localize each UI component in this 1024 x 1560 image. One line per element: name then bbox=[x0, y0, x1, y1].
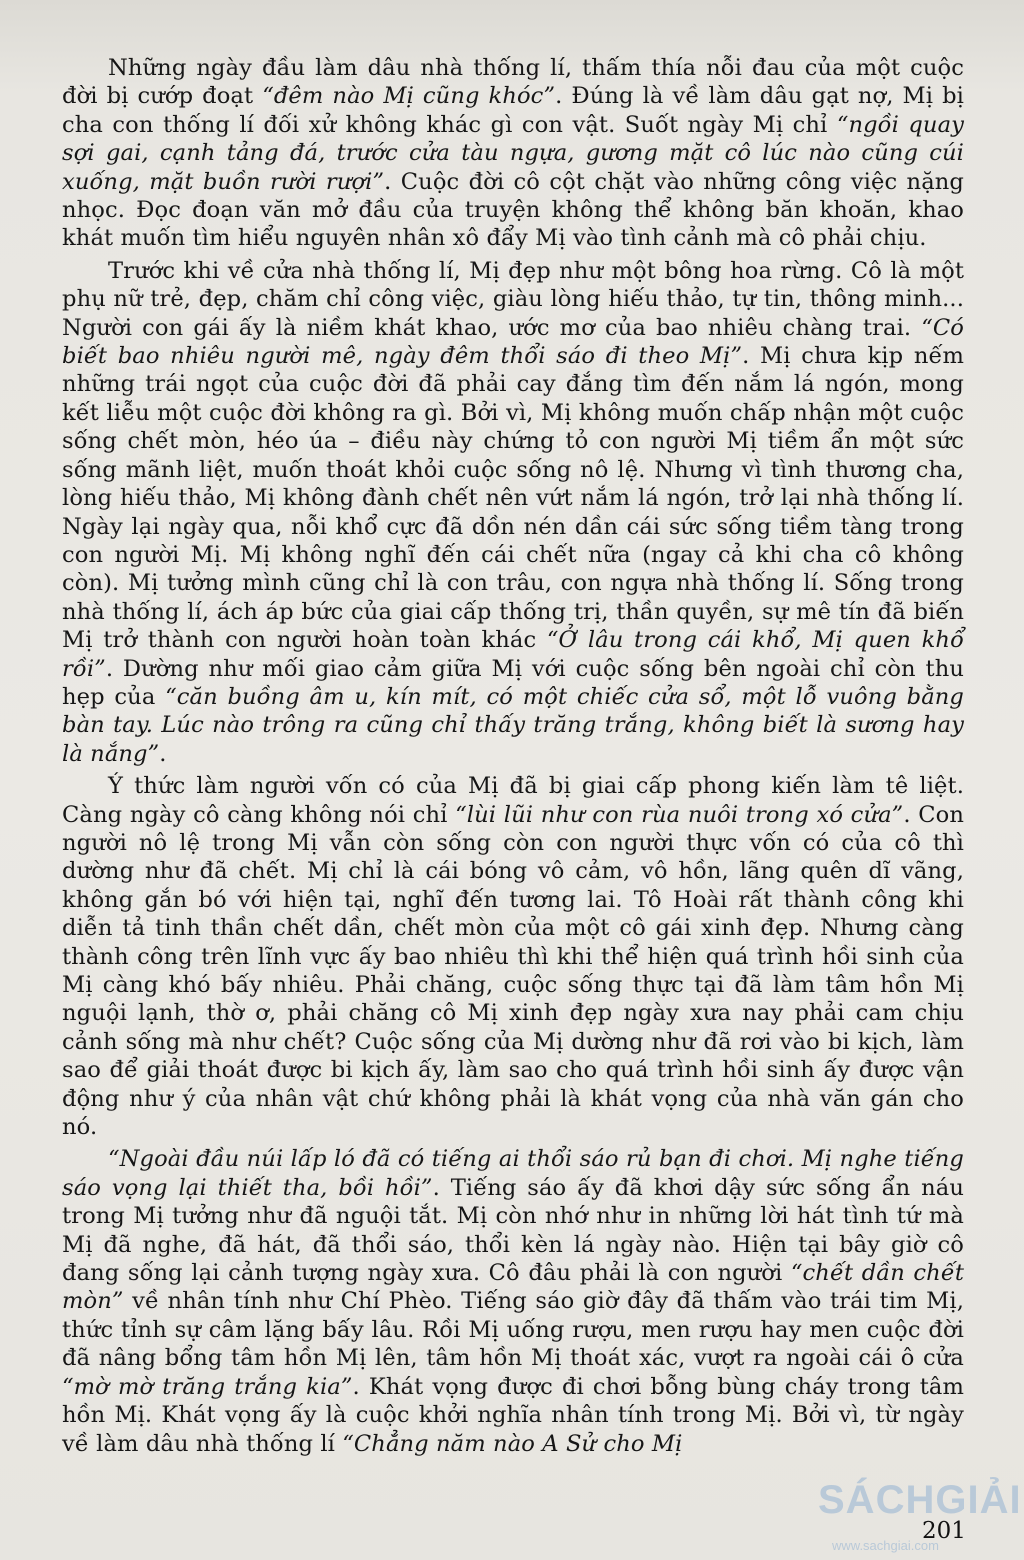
body-text bbox=[62, 54, 964, 1458]
text-run: Những ngày đầu làm dâu nhà thống lí, thấm thía nỗi đau của một cuộc đời bị cướp đoạt bbox=[62, 55, 964, 110]
text-run: . Dường như mối giao cảm giữa Mị với cuộc sống bên ngoài chỉ còn thu hẹp của bbox=[62, 655, 964, 710]
watermark-logo: SÁCHGIẢI bbox=[818, 1478, 1022, 1522]
text-run: . Đúng là về làm dâu gạt nợ, Mị bị cha con thống lí đối xử không khác gì con vật. Suốt ngày Mị chỉ bbox=[62, 83, 964, 138]
quoted-text: “ngồi quay sợi gai, cạnh tảng đá, trước cửa tàu ngựa, gương mặt cô lúc nào cũng cúi xuống, mặt buồn rười rượi” bbox=[62, 111, 965, 195]
page-number: 201 bbox=[922, 1518, 966, 1544]
quoted-text: “Chẳng năm nào A Sử cho Mị bbox=[342, 1430, 683, 1457]
text-run: về nhân tính như Chí Phèo. Tiếng sáo giờ đây đã thấm vào trái tim Mị, thức tỉnh sự câm lặng bấy lâu. Rồi Mị uống rượu, men rượu hay men cuộc đời đã nâng bổng tâm hồn Mị lên, tâm hồn Mị thoát xác, vượt ra ngoài cái ô cửa bbox=[62, 1288, 964, 1372]
quoted-text: “Ở lâu trong cái khổ, Mị quen khổ rồi” bbox=[62, 627, 964, 682]
text-run: . Con người nô lệ trong Mị vẫn còn sống còn con người thực vốn có của cô thì dường như đã chết. Mị chỉ là cái bóng vô cảm, vô hồn, lãng quên dĩ vãng, không gắn bó với hiện tại, nghĩ đến tương lai. Tô Hoài rất thành công khi diễn tả tinh thần chết dần, chết mòn của một cô gái xinh đẹp. Nhưng càng thành công trên lĩnh vực ấy bao nhiêu thì khi thể hiện quá trình hồi sinh của Mị càng khó bấy nhiêu. Phải chăng, cuộc sống thực tại đã làm tâm hồn Mị nguội lạnh, thờ ơ, phải chăng cô Mị xinh đẹp ngày xưa nay phải cam chịu cảnh sống mà như chết? Cuộc sống của Mị dường như đã rơi vào bi kịch, làm sao để giải thoát được bi kịch ấy, làm sao cho quá trình hồi sinh ấy được vận động như ý của nhân vật chứ không phải là khát vọng của nhà văn gán cho nó. bbox=[62, 801, 964, 1141]
text-run: . bbox=[159, 740, 167, 767]
text-run: Trước khi về cửa nhà thống lí, Mị đẹp như một bông hoa rừng. Cô là một phụ nữ trẻ, đẹp, chăm chỉ công việc, giàu lòng hiếu thảo, tự tin, thông minh... Người con gái ấy là niềm khát khao, ước mơ của bao nhiêu chàng trai. bbox=[62, 257, 964, 341]
quoted-text: “lùi lũi như con rùa nuôi trong xó cửa” bbox=[455, 801, 904, 828]
paragraph bbox=[62, 1145, 964, 1457]
quoted-text: “Có biết bao nhiêu người mê, ngày đêm thổi sáo đi theo Mị” bbox=[62, 314, 964, 370]
quoted-text: “chết dần chết mòn” bbox=[62, 1260, 965, 1315]
text-run: . Tiếng sáo ấy đã khơi dậy sức sống ẩn náu trong Mị tưởng như đã nguội tắt. Mị còn nhớ như in những lời hát tình tứ mà Mị đã nghe, đã hát, đã thổi sáo, thổi kèn lá ngày nào. Hiện tại bây giờ cô đang sống lại cảnh tượng ngày xưa. Cô đâu phải là con người bbox=[62, 1174, 965, 1287]
text-run: . Mị chưa kịp nếm những trái ngọt của cuộc đời đã phải cay đắng tìm đến nắm lá ngón, mong kết liễu một cuộc đời không ra gì. Bởi vì, Mị không muốn chấp nhận một cuộc sống chết mòn, héo úa – điều này chứng tỏ con người Mị tiềm ẩn một sức sống mãnh liệt, muốn thoát khỏi cuộc sống nô lệ. Nhưng vì tình thương cha, lòng hiếu thảo, Mị không đành chết nên vứt nắm lá ngón, trở lại nhà thống lí. Ngày lại ngày qua, nỗi khổ cực đã dồn nén dần cái sức sống tiềm tàng trong con người Mị. Mị không nghĩ đến cái chết nữa (ngay cả khi cha cô không còn). Mị tưởng mình cũng chỉ là con trâu, con ngựa nhà thống lí. Sống trong nhà thống lí, ách áp bức của giai cấp thống trị, thần quyền, sự mê tín đã biến Mị trở thành con người hoàn toàn khác bbox=[62, 343, 964, 654]
watermark-url: www.sachgiai.com bbox=[832, 1538, 939, 1553]
quoted-text: “căn buồng âm u, kín mít, có một chiếc cửa sổ, một lỗ vuông bằng bàn tay. Lúc nào trông ra cũng chỉ thấy trăng trắng, không biết là sương hay là nắng” bbox=[62, 683, 964, 767]
quoted-text: “mờ mờ trăng trắng kia” bbox=[62, 1373, 353, 1400]
quoted-text: “đêm nào Mị cũng khóc” bbox=[262, 83, 556, 110]
text-run: . Cuộc đời cô cột chặt vào những công việc nặng nhọc. Đọc đoạn văn mở đầu của truyện không thể không băn khoăn, khao khát muốn tìm hiểu nguyên nhân xô đẩy Mị vào tình cảnh mà cô phải chịu. bbox=[62, 168, 964, 252]
paragraph bbox=[62, 54, 964, 253]
paragraph bbox=[62, 772, 964, 1141]
paragraph bbox=[62, 257, 964, 768]
text-run: Ý thức làm người vốn có của Mị đã bị giai cấp phong kiến làm tê liệt. Càng ngày cô càng không nói chỉ bbox=[62, 773, 964, 828]
text-run: . Khát vọng được đi chơi bỗng bùng cháy trong tâm hồn Mị. Khát vọng ấy là cuộc khởi nghĩa nhân tính trong Mị. Bởi vì, từ ngày về làm dâu nhà thống lí bbox=[62, 1373, 964, 1457]
quoted-text: “Ngoài đầu núi lấp ló đã có tiếng ai thổi sáo rủ bạn đi chơi. Mị nghe tiếng sáo vọng lại thiết tha, bồi hồi” bbox=[62, 1146, 964, 1201]
